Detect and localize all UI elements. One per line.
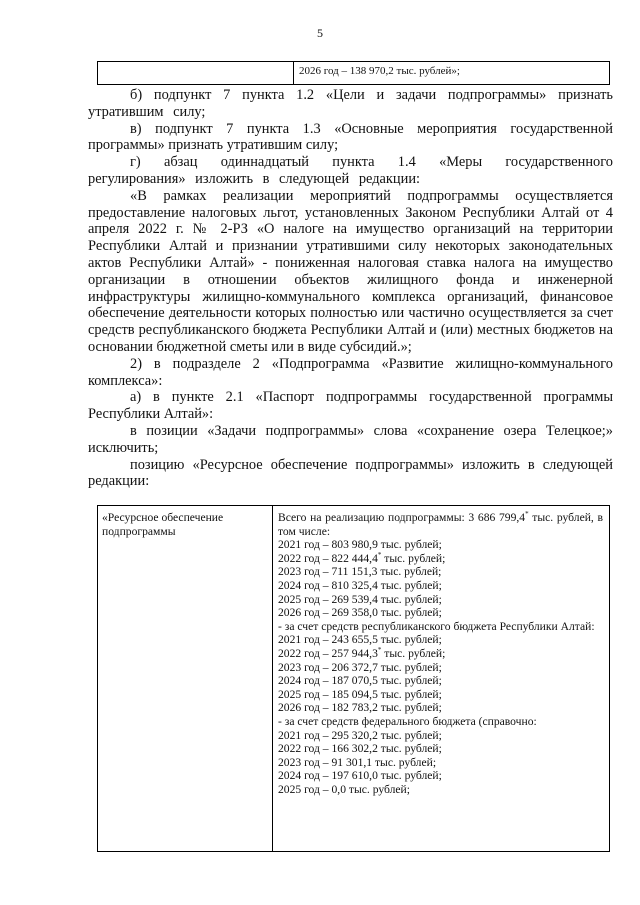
total-year-2024: 2024 год – 810 325,4 тыс. рублей; — [278, 578, 442, 592]
regional-heading: - за счет средств республиканского бюджета Республики Алтай: — [278, 619, 595, 633]
paragraph-tasks: в позиции «Задачи подпрограммы» слова «сохранение озера Телецкое;» исключить; — [88, 422, 613, 456]
federal-year-2021: 2021 год – 295 320,2 тыс. рублей; — [278, 728, 442, 742]
regional-year-2025: 2025 год – 185 094,5 тыс. рублей; — [278, 687, 442, 701]
total-footnote-mark: * — [525, 510, 529, 519]
total-year-2022-tail: тыс. рублей; — [381, 551, 446, 565]
federal-heading: - за счет средств федерального бюджета (справочно: — [278, 714, 537, 728]
paragraph-v: в) подпункт 7 пункта 1.3 «Основные мероприятия государственной программы» признать утратившим силу; — [88, 120, 613, 154]
federal-year-2022: 2022 год – 166 302,2 тыс. рублей; — [278, 742, 442, 756]
paragraph-a: а) в пункте 2.1 «Паспорт подпрограммы государственной программы Республики Алтай»: — [88, 389, 613, 423]
resource-table — [97, 505, 610, 852]
regional-year-2024: 2024 год – 187 070,5 тыс. рублей; — [278, 674, 442, 688]
total-year-2025: 2025 год – 269 539,4 тыс. рублей; — [278, 592, 442, 606]
paragraph-g: г) абзац одиннадцатый пункта 1.4 «Меры государственного регулирования» изложить в следующей редакции: — [88, 154, 613, 187]
previous-table-fragment — [97, 61, 610, 85]
total-year-2022-text: 2022 год – 822 444,4 — [278, 551, 378, 565]
total-text: Всего на реализацию подпрограммы: 3 686 799,4 — [278, 511, 526, 524]
regional-year-2021: 2021 год – 243 655,5 тыс. рублей; — [278, 633, 442, 647]
paragraph-new-text: «В рамках реализации мероприятий подпрограммы осуществляется предоставление налоговых льгот, установленных Законом Республики Алтай от 4 апреля 2022 г. № 2-РЗ «О налоге на имущество организаций на территории Республики Алтай и признании утратившими силу некоторых законодательных актов Республики Алтай» - пониженная налоговая ставка налога на имущество организации в отношении объектов жилищного фонда и инженерной инфраструктуры жилищно-коммунального комплекса организаций, финансовое обеспечение деятельности которых полностью или частично осуществляется за счет средств республиканского бюджета Республики Алтай и (или) местных бюджетов на основании бюджетной сметы или в виде субсидий.»; — [88, 187, 613, 355]
regional-year-2023: 2023 год – 206 372,7 тыс. рублей; — [278, 660, 442, 674]
paragraph-b: б) подпункт 7 пункта 1.2 «Цели и задачи подпрограммы» признать утратившим силу; — [88, 87, 613, 120]
total-line — [278, 511, 603, 538]
federal-year-2023: 2023 год – 91 301,1 тыс. рублей; — [278, 755, 437, 769]
total-year-2026: 2026 год – 269 358,0 тыс. рублей; — [278, 606, 442, 620]
total-tail: тыс. рублей, в том числе: — [278, 511, 603, 538]
total-year-2021: 2021 год – 803 980,9 тыс. рублей; — [278, 538, 442, 552]
previous-table-right-cell: 2026 год – 138 970,2 тыс. рублей»; — [299, 65, 460, 77]
federal-year-2025: 2025 год – 0,0 тыс. рублей; — [278, 782, 410, 796]
total-year-2022 — [278, 552, 603, 566]
total-year-2023: 2023 год – 711 151,3 тыс. рублей; — [278, 565, 442, 579]
regional-year-2022-tail: тыс. рублей; — [381, 646, 446, 660]
total-2022-footnote-mark: * — [377, 550, 382, 559]
page-number: 5 — [317, 26, 323, 40]
federal-year-2024: 2024 год – 197 610,0 тыс. рублей; — [278, 769, 442, 783]
resource-table-label: «Ресурсное обеспечение подпрограммы — [98, 506, 273, 851]
paragraph-resource: позицию «Ресурсное обеспечение подпрограммы» изложить в следующей редакции: — [88, 456, 613, 490]
paragraph-2: 2) в подразделе 2 «Подпрограмма «Развитие жилищно-коммунального комплекса»: — [88, 355, 613, 389]
regional-year-2022-text: 2022 год – 257 944,3 — [278, 646, 378, 660]
resource-table-values — [273, 506, 609, 851]
document-body — [88, 87, 613, 490]
previous-table-left-cell — [98, 62, 294, 84]
regional-year-2022 — [278, 647, 603, 661]
regional-2022-footnote-mark: * — [377, 646, 382, 655]
regional-year-2026: 2026 год – 182 783,2 тыс. рублей; — [278, 701, 442, 715]
